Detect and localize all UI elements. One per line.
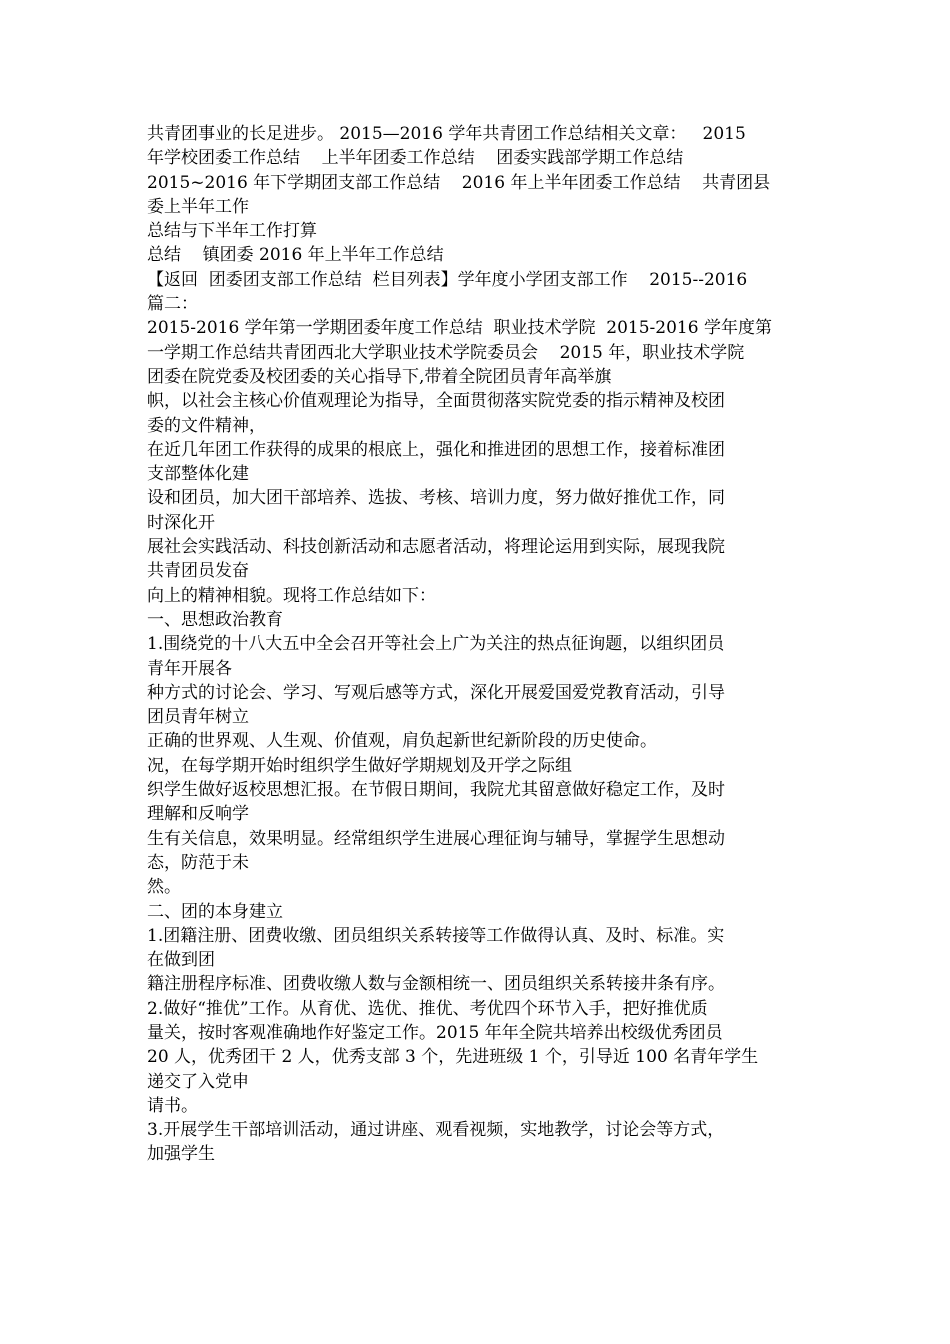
text-line: 在做到团 [147,950,215,971]
text-line: 籍注册程序标准、团费收缴人数与金额相统一、团员组织关系转接井条有序。 [147,974,725,995]
text-line: 加强学生 [147,1144,215,1165]
text-line: 团委在院党委及校团委的关心指导下,带着全院团员青年高举旗 [147,366,612,387]
text-line: 量关，按时客观准确地作好鉴定工作。2015 年年全院共培养出校级优秀团员 [147,1022,723,1043]
text-line: 委上半年工作 [147,196,249,217]
text-line: 况，在每学期开始时组织学生做好学期规划及开学之际组 [147,755,572,776]
text-line: 共青团员发奋 [147,561,249,582]
text-line: 总结与下半年工作打算 [147,221,317,242]
document-body [147,122,802,1167]
text-line: 帜，以社会主核心价值观理论为指导，全面贯彻落实院党委的指示精神及校团 [147,391,725,412]
text-line: 态，防范于未 [147,852,249,873]
text-line: 2015~2016 年下学期团支部工作总结 2016 年上半年团委工作总结 共青团县 [147,172,771,193]
text-line: 1.团籍注册、团费收缴、团员组织关系转接等工作做得认真、及时、标准。实 [147,925,725,946]
text-line: 总结 镇团委 2016 年上半年工作总结 [147,245,444,266]
text-line: 理解和反响学 [147,804,249,825]
text-line: 请书。 [147,1095,198,1116]
text-line: 篇二： [147,294,198,315]
text-line: 团员青年树立 [147,707,249,728]
text-line: 织学生做好返校思想汇报。在节假日期间，我院尤其留意做好稳定工作，及时 [147,780,725,801]
text-line: 2015-2016 学年第一学期团委年度工作总结 职业技术学院 2015-2016 学年度第 [147,318,772,339]
text-line: 2.做好“推优”工作。从育优、选优、推优、考优四个环节入手，把好推优质 [147,998,708,1019]
text-line: 3.开展学生干部培训活动，通过讲座、观看视频，实地教学，讨论会等方式， [147,1120,725,1141]
text-line: 委的文件精神， [147,415,266,436]
text-line: 20 人，优秀团干 2 人，优秀支部 3 个，先进班级 1 个，引导近 100 名青年学生 [147,1047,759,1068]
text-line: 在近几年团工作获得的成果的根底上，强化和推进团的思想工作，接着标准团 [147,439,725,460]
text-line: 展社会实践活动、科技创新活动和志愿者活动，将理论运用到实际，展现我院 [147,537,725,558]
text-line: 正确的世界观、人生观、价值观，肩负起新世纪新阶段的历史使命。 [147,731,657,752]
text-line: 生有关信息，效果明显。经常组织学生进展心理征询与辅导，掌握学生思想动 [147,828,725,849]
text-line: 1.围绕党的十八大五中全会召开等社会上广为关注的热点征询题，以组织团员 [147,634,725,655]
text-line: 青年开展各 [147,658,232,679]
text-line: 种方式的讨论会、学习、写观后感等方式，深化开展爱国爱党教育活动，引导 [147,682,725,703]
text-line: 一学期工作总结共青团西北大学职业技术学院委员会 2015 年，职业技术学院 [147,342,745,363]
text-line: 然。 [147,877,181,898]
text-line: 支部整体化建 [147,464,249,485]
text-line: 时深化开 [147,512,215,533]
section-heading: 一、思想政治教育 [147,609,283,630]
text-line: 递交了入党申 [147,1071,249,1092]
text-line: 年学校团委工作总结 上半年团委工作总结 团委实践部学期工作总结 [147,148,684,169]
text-line: 向上的精神相貌。现将工作总结如下： [147,585,436,606]
section-heading: 二、团的本身建立 [147,901,283,922]
text-line: 【返回 团委团支部工作总结 栏目列表】学年度小学团支部工作 2015--2016 [147,269,748,290]
text-line: 共青团事业的长足进步。 2015—2016 学年共青团工作总结相关文章： 2015 [147,124,746,144]
text-line: 设和团员，加大团干部培养、选拔、考核、培训力度，努力做好推优工作，同 [147,488,725,509]
